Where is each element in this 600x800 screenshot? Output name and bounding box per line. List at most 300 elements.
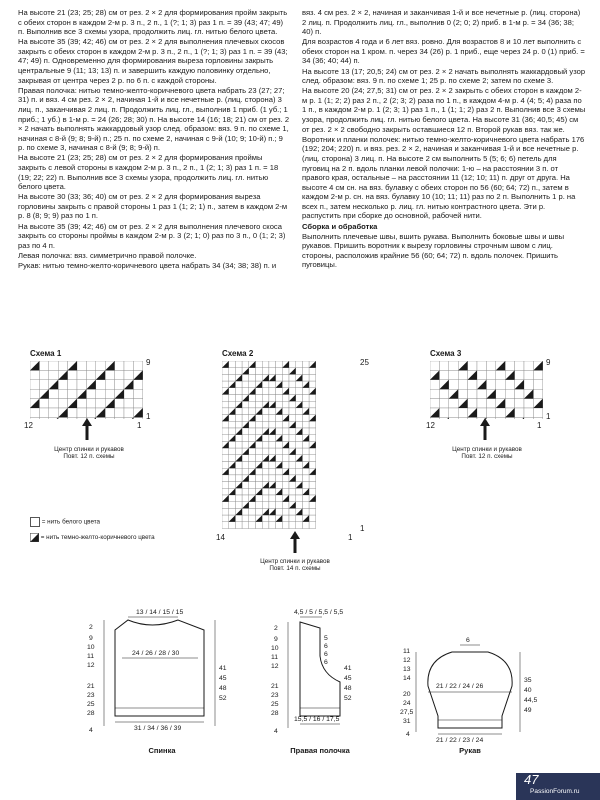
chart-cell [282, 374, 289, 381]
chart-cell [276, 441, 283, 448]
chart-cell [309, 475, 316, 482]
chart-cell [282, 508, 289, 515]
paragraph: На высоте 30 (33; 36; 40) см от рез. 2 × 2 для формирования выреза горловины закрыть с правой стороны 1 раз 1 (1; 2; 1) п., затем в каждом 2-м р. 8 (8; 9; 9) раз по 1 п. [18, 192, 288, 221]
svg-text:23: 23 [87, 692, 95, 699]
sleeve-mid-dim: 21 / 22 / 24 / 26 [436, 683, 484, 690]
arrow-up-icon [480, 418, 490, 440]
chart-cell [309, 462, 316, 469]
chart-cell [269, 435, 276, 442]
chart-cell [515, 370, 524, 379]
chart-cell [49, 361, 58, 370]
chart-cell [105, 370, 114, 379]
chart-cell [515, 408, 524, 417]
paragraph: Правая полочка: нитью темно-желто-коричневого цвета набрать 23 (27; 27; 31) п. и вяз. 4 см рез. 2 × 2, начиная 1-й и все нечетные р. (лиц. сторона) 3 лиц. п., заканчивая 2 лиц. п. Продолжить лиц. гл., выполнив 1 приб. (1 уб.; 1 приб.; 1 уб.) в 1-м р. = 24 (26; 28; 30) п. На высоте 14 (16; 18; 21) см от рез. 2 × 2 начать выполнять жаккардовый узор след. образом: вяз. 9 п. по схеме 1, начиная с 8-й (9; 8; 9-й) п.; 25 п. по схеме 2, начиная с 9-й (10; 9; 10-й) п.; 9 р. по схеме 3, начиная с 8-й (9; 8; 9-й) п. [18, 85, 290, 153]
sleeve-pattern-title: Рукав [459, 746, 481, 755]
chart-cell [276, 502, 283, 509]
chart-cell [262, 361, 269, 368]
chart-cell [249, 395, 256, 402]
chart-cell [229, 415, 236, 422]
chart-cell [242, 435, 249, 442]
chart-cell [302, 508, 309, 515]
chart-cell [282, 395, 289, 402]
chart-cell [256, 428, 263, 435]
scheme-1-row-count: 9 [146, 358, 151, 367]
white-cell-icon [30, 517, 40, 527]
chart-cell [249, 381, 256, 388]
back-pattern-diagram [82, 600, 242, 750]
chart-cell [235, 435, 242, 442]
chart-cell [133, 380, 142, 389]
chart-cell [249, 401, 256, 408]
chart-cell [256, 415, 263, 422]
chart-cell [229, 475, 236, 482]
svg-text:25: 25 [271, 701, 279, 708]
svg-text:13: 13 [403, 666, 411, 673]
chart-cell [222, 462, 229, 469]
chart-cell [302, 482, 309, 489]
chart-cell [77, 399, 86, 408]
chart-cell [533, 380, 542, 389]
chart-cell [296, 475, 303, 482]
chart-cell [249, 488, 256, 495]
chart-cell [49, 417, 58, 419]
chart-cell [533, 370, 542, 379]
chart-cell [256, 468, 263, 475]
chart-cell [58, 417, 67, 419]
chart-cell [30, 389, 39, 398]
sleeve-pattern-diagram [400, 630, 560, 750]
chart-cell [276, 388, 283, 395]
chart-cell [222, 508, 229, 515]
svg-text:6: 6 [324, 643, 328, 650]
paragraph: На высоте 21 (23; 25; 28) см от рез. 2 × 2 для формирования пройм закрыть с обеих сторон в каждом 2-м р. 3 п., 2 п., 1 (?; 1; 3) раз 1 п. = 39 (43; 47; 49) п. Выполнив все 3 схемы узора, продолжить лиц. гл. нитью белого цвета. [18, 8, 288, 37]
svg-text:41: 41 [344, 665, 352, 672]
chart-cell [229, 395, 236, 402]
chart-cell [309, 448, 316, 455]
chart-cell [262, 381, 269, 388]
back-mid-dim: 24 / 26 / 28 / 30 [132, 650, 180, 657]
chart-cell [115, 417, 124, 419]
scheme-1-grid [30, 361, 144, 419]
chart-cell [77, 408, 86, 417]
chart-cell [133, 361, 142, 370]
chart-cell [222, 395, 229, 402]
chart-cell [86, 389, 95, 398]
chart-cell [229, 421, 236, 428]
chart-cell [77, 361, 86, 370]
chart-cell [229, 522, 236, 529]
chart-cell [242, 374, 249, 381]
chart-cell [235, 388, 242, 395]
paragraph: На высоте 20 (24; 27,5; 31) см от рез. 2 × 2 закрыть с обеих сторон в каждом 2-м р. 1 (1; 2; 2) раз 2 п., 2 (2; 3; 2) раза по 1 п., в каждом 4-м р. 4 (4; 5; 4) раза по 1 п., в каждом 2-м р. 1 (2; 3; 1) раз 1 п., 1 (1; 1; 2) раз 2 п. Выполнив все 3 схемы узора, продолжить лиц. гл. нитью белого цвета. На высоте 31 (36; 40,5; 45) см от рез. 2 × 2 свободно закрыть оставшиеся 12 п. Второй рукав вяз. так же. [302, 86, 586, 134]
svg-text:11: 11 [271, 654, 279, 661]
chart-cell [249, 428, 256, 435]
chart-cell [262, 488, 269, 495]
chart-cell [269, 415, 276, 422]
chart-cell [242, 428, 249, 435]
chart-cell [468, 380, 477, 389]
chart-cell [222, 482, 229, 489]
chart-cell [296, 488, 303, 495]
chart-cell [49, 399, 58, 408]
chart-cell [68, 417, 77, 419]
chart-cell [249, 374, 256, 381]
chart-cell [439, 361, 448, 370]
chart-cell [222, 381, 229, 388]
chart-cell [242, 495, 249, 502]
chart-cell [30, 380, 39, 389]
chart-cell [39, 380, 48, 389]
chart-cell [468, 399, 477, 408]
chart-cell [30, 370, 39, 379]
chart-cell [309, 488, 316, 495]
chart-cell [296, 468, 303, 475]
chart-cell [269, 502, 276, 509]
chart-cell [282, 462, 289, 469]
chart-cell [256, 421, 263, 428]
chart-cell [309, 428, 316, 435]
chart-cell [242, 388, 249, 395]
chart-cell [458, 380, 467, 389]
chart-cell [276, 415, 283, 422]
chart-cell [276, 475, 283, 482]
chart-cell [269, 448, 276, 455]
chart-cell [289, 482, 296, 489]
chart-cell [242, 381, 249, 388]
chart-cell [296, 495, 303, 502]
scheme-1-chart [30, 361, 144, 419]
chart-cell [235, 488, 242, 495]
chart-cell [262, 408, 269, 415]
chart-cell [96, 417, 105, 419]
legend-white: = нить белого цвета [30, 517, 100, 527]
svg-text:4: 4 [89, 727, 93, 734]
chart-cell [477, 399, 486, 408]
chart-cell [302, 455, 309, 462]
chart-cell [262, 421, 269, 428]
chart-cell [309, 515, 316, 522]
chart-cell [115, 380, 124, 389]
chart-cell [302, 522, 309, 529]
scheme-3-chart [430, 361, 544, 419]
chart-cell [282, 408, 289, 415]
chart-cell [242, 488, 249, 495]
paragraph: На высоте 35 (39; 42; 46) см от рез. 2 × 2 для выполнения плечевых скосов закрыть с обеих сторон в каждом 2-м р. 3 п., 2 п., 1 (?; 1; 3) раз 1 п. = 39 (43; 47; 49) п. Одновременно для формирования выреза горловины закрыть центральные 9 (11; 13; 13) п. и завершить каждую половинку отдельно, закрывая от центра через 2 р. по 6 п. с каждой стороны. [18, 37, 288, 85]
chart-cell [515, 361, 524, 370]
chart-cell [269, 468, 276, 475]
sleeve-bottom-dim: 21 / 22 / 23 / 24 [436, 737, 484, 744]
chart-cell [235, 421, 242, 428]
svg-text:21: 21 [271, 683, 279, 690]
svg-text:45: 45 [344, 675, 352, 682]
chart-cell [430, 389, 439, 398]
chart-cell [458, 408, 467, 417]
chart-cell [458, 370, 467, 379]
chart-cell [309, 508, 316, 515]
chart-cell [269, 441, 276, 448]
scheme-3-caption: Центр спинки и рукавов Повт. 12 п. схемы [452, 446, 522, 461]
paragraph: На высоте 35 (39; 42; 46) см от рез. 2 × 2 для выполнения плечевого скоса закрыть со стороны проймы в каждом 2-м р. 3 (2; 1; 0) раз по 3 п., 0 (1; 2; 3) раз по 4 п. [18, 221, 286, 250]
svg-text:21: 21 [87, 683, 95, 690]
chart-cell [86, 408, 95, 417]
chart-cell [235, 502, 242, 509]
chart-cell [282, 522, 289, 529]
chart-cell [229, 482, 236, 489]
chart-cell [296, 441, 303, 448]
svg-text:31: 31 [403, 718, 411, 725]
chart-cell [235, 468, 242, 475]
chart-cell [449, 408, 458, 417]
chart-cell [115, 370, 124, 379]
chart-cell [229, 448, 236, 455]
svg-text:2: 2 [89, 624, 93, 631]
chart-cell [296, 448, 303, 455]
scheme-1-caption: Центр спинки и рукавов Повт. 12 п. схемы [54, 446, 124, 461]
chart-cell [309, 368, 316, 375]
chart-cell [249, 368, 256, 375]
chart-cell [289, 374, 296, 381]
sleeve-top-dim: 6 [466, 637, 470, 644]
scheme-1-row-one: 1 [146, 412, 151, 421]
chart-cell [222, 475, 229, 482]
chart-cell [39, 399, 48, 408]
chart-cell [309, 401, 316, 408]
chart-cell [256, 495, 263, 502]
chart-cell [256, 522, 263, 529]
svg-text:14: 14 [403, 675, 411, 682]
chart-cell [256, 441, 263, 448]
chart-cell [229, 368, 236, 375]
chart-cell [256, 374, 263, 381]
scheme-3-col-one: 1 [537, 421, 542, 430]
chart-cell [242, 515, 249, 522]
chart-cell [256, 388, 263, 395]
chart-cell [296, 522, 303, 529]
chart-cell [222, 435, 229, 442]
chart-cell [256, 401, 263, 408]
svg-text:4: 4 [274, 728, 278, 735]
chart-cell [269, 388, 276, 395]
chart-cell [58, 399, 67, 408]
svg-text:2: 2 [274, 625, 278, 632]
chart-cell [256, 448, 263, 455]
chart-cell [289, 522, 296, 529]
chart-cell [296, 408, 303, 415]
chart-cell [276, 448, 283, 455]
chart-cell [242, 482, 249, 489]
chart-cell [96, 380, 105, 389]
chart-cell [309, 455, 316, 462]
chart-cell [256, 455, 263, 462]
chart-cell [269, 395, 276, 402]
front-top-dim: 4,5 / 5 / 5,5 / 5,5 [294, 609, 344, 616]
svg-text:45: 45 [219, 675, 227, 682]
paragraph: На высоте 13 (17; 20,5; 24) см от рез. 2 × 2 начать выполнять жаккардовый узор след. образом: вяз. 9 п. по схеме 1; 25 р. по схеме 2; затем по схеме 3. [302, 66, 586, 86]
chart-cell [289, 408, 296, 415]
chart-cell [276, 374, 283, 381]
paragraph: Для возрастов 4 года и 6 лет вяз. ровно. Для возрастов 8 и 10 лет выполнить с обеих сторон на 1 кром. п. через 34 (26) р. 1 приб., еще через 24 р. 0 (1) приб. = 34 (36; 40; 44) п. [302, 37, 585, 66]
chart-cell [229, 374, 236, 381]
chart-cell [124, 399, 133, 408]
chart-cell [115, 399, 124, 408]
chart-cell [256, 508, 263, 515]
chart-cell [439, 399, 448, 408]
chart-cell [449, 380, 458, 389]
chart-cell [276, 361, 283, 368]
chart-cell [289, 441, 296, 448]
chart-cell [229, 495, 236, 502]
front-mid-dim: 15,5 / 16 / 17,5 [294, 716, 340, 723]
back-top-dim: 13 / 14 / 15 / 15 [136, 609, 184, 616]
chart-cell [229, 468, 236, 475]
chart-cell [235, 441, 242, 448]
chart-cell [282, 435, 289, 442]
chart-cell [276, 455, 283, 462]
chart-cell [68, 370, 77, 379]
chart-cell [524, 399, 533, 408]
chart-cell [77, 370, 86, 379]
chart-cell [124, 361, 133, 370]
scheme-2-chart [222, 361, 355, 530]
chart-cell [289, 495, 296, 502]
chart-cell [133, 389, 142, 398]
chart-cell [222, 368, 229, 375]
chart-cell [505, 389, 514, 398]
chart-cell [222, 428, 229, 435]
chart-cell [276, 428, 283, 435]
chart-cell [86, 399, 95, 408]
chart-cell [276, 522, 283, 529]
front-pattern-title: Правая полочка [290, 746, 350, 755]
chart-cell [39, 361, 48, 370]
chart-cell [249, 482, 256, 489]
svg-text:12: 12 [403, 657, 411, 664]
chart-cell [133, 417, 142, 419]
svg-text:6: 6 [324, 651, 328, 658]
chart-cell [269, 462, 276, 469]
chart-cell [486, 408, 495, 417]
chart-cell [276, 421, 283, 428]
chart-cell [505, 399, 514, 408]
chart-cell [296, 395, 303, 402]
chart-cell [449, 370, 458, 379]
scheme-1-col-one: 1 [137, 421, 142, 430]
chart-cell [439, 417, 448, 419]
chart-cell [249, 475, 256, 482]
chart-cell [269, 475, 276, 482]
chart-cell [276, 468, 283, 475]
chart-cell [486, 370, 495, 379]
chart-cell [235, 522, 242, 529]
chart-cell [309, 395, 316, 402]
svg-text:11: 11 [87, 653, 95, 660]
chart-cell [262, 468, 269, 475]
chart-cell [115, 408, 124, 417]
chart-cell [133, 399, 142, 408]
chart-cell [222, 515, 229, 522]
chart-cell [533, 417, 542, 419]
chart-cell [262, 435, 269, 442]
svg-text:10: 10 [271, 645, 279, 652]
chart-cell [505, 380, 514, 389]
chart-cell [262, 448, 269, 455]
chart-cell [302, 388, 309, 395]
chart-cell [242, 468, 249, 475]
chart-cell [289, 388, 296, 395]
chart-cell [282, 455, 289, 462]
chart-cell [49, 370, 58, 379]
chart-cell [309, 502, 316, 509]
chart-cell [262, 415, 269, 422]
scheme-3-col-count: 12 [426, 421, 435, 430]
chart-cell [249, 408, 256, 415]
chart-cell [96, 399, 105, 408]
chart-cell [269, 408, 276, 415]
chart-cell [309, 374, 316, 381]
chart-cell [449, 399, 458, 408]
scheme-2-grid [222, 361, 355, 530]
chart-cell [262, 441, 269, 448]
chart-cell [256, 361, 263, 368]
chart-cell [296, 415, 303, 422]
chart-cell [269, 381, 276, 388]
chart-cell [235, 361, 242, 368]
chart-cell [249, 421, 256, 428]
paragraph: Рукав: нитью темно-желто-коричневого цвета набрать 34 (34; 38; 38) п. и [18, 260, 277, 270]
chart-cell [486, 399, 495, 408]
svg-text:27,5: 27,5 [400, 709, 414, 716]
arrow-up-icon [290, 531, 300, 553]
chart-cell [235, 408, 242, 415]
chart-cell [477, 389, 486, 398]
chart-cell [515, 399, 524, 408]
svg-text:4: 4 [406, 731, 410, 738]
chart-cell [235, 495, 242, 502]
chart-cell [68, 380, 77, 389]
chart-cell [289, 428, 296, 435]
chart-cell [296, 388, 303, 395]
svg-text:28: 28 [271, 710, 279, 717]
chart-cell [269, 368, 276, 375]
svg-text:12: 12 [87, 662, 95, 669]
chart-cell [505, 417, 514, 419]
chart-cell [124, 417, 133, 419]
chart-cell [309, 435, 316, 442]
chart-cell [256, 395, 263, 402]
chart-cell [449, 417, 458, 419]
back-pattern-title: Спинка [148, 746, 176, 755]
svg-text:52: 52 [344, 695, 352, 702]
chart-cell [276, 482, 283, 489]
chart-cell [282, 488, 289, 495]
chart-cell [309, 408, 316, 415]
chart-cell [242, 361, 249, 368]
chart-cell [289, 508, 296, 515]
chart-cell [282, 515, 289, 522]
chart-cell [430, 380, 439, 389]
chart-cell [262, 368, 269, 375]
chart-cell [249, 435, 256, 442]
scheme-3-grid [430, 361, 544, 419]
chart-cell [458, 417, 467, 419]
chart-cell [269, 522, 276, 529]
chart-cell [468, 389, 477, 398]
chart-cell [524, 370, 533, 379]
svg-text:23: 23 [271, 692, 279, 699]
chart-cell [289, 361, 296, 368]
chart-cell [58, 389, 67, 398]
chart-cell [289, 401, 296, 408]
